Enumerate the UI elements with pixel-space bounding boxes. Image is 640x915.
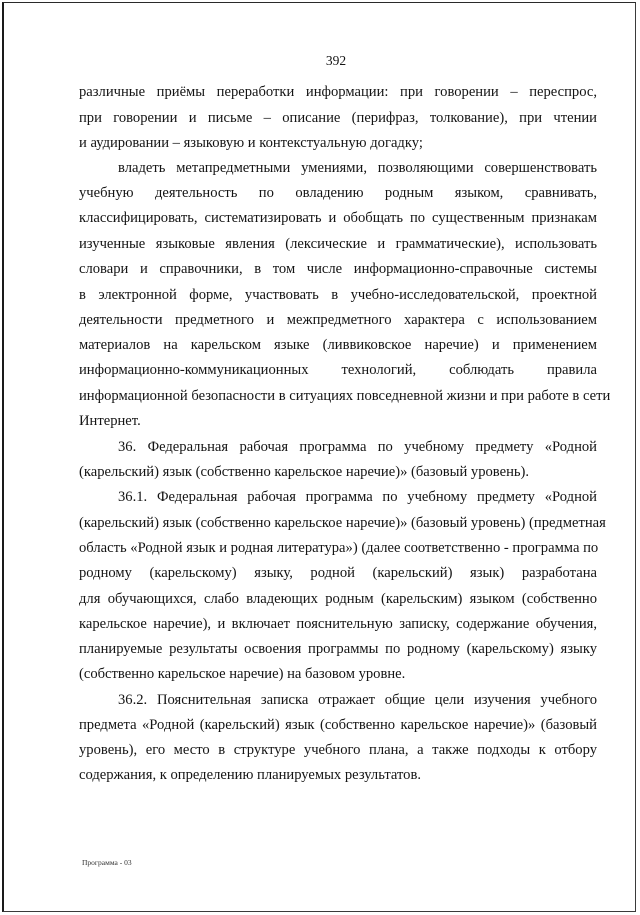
text-line: 36.1. Федеральная рабочая программа по учебному предмету «Родной <box>118 489 597 505</box>
text-line: классифицировать, систематизировать и обобщать по существенным признакам <box>79 210 597 226</box>
footer-label: Программа - 03 <box>82 858 132 867</box>
text-line: 36.2. Пояснительная записка отражает общие цели изучения учебного <box>118 692 597 708</box>
text-line: планируемые результаты освоения программы по родному (карельскому) языку <box>79 641 597 657</box>
page-number: 392 <box>325 53 347 68</box>
text-line: область «Родной язык и родная литература») (далее соответственно - программа по <box>79 540 599 556</box>
text-line: уровень), его место в структуре учебного плана, а также подходы к отбору <box>79 742 597 758</box>
text-line: в электронной форме, участвовать в учебно-исследовательской, проектной <box>79 287 597 303</box>
text-line: словари и справочники, в том числе информационно-справочные системы <box>79 261 597 277</box>
text-line: информационной безопасности в ситуациях повседневной жизни и при работе в сети <box>79 388 611 404</box>
text-line: материалов на карельском языке (ливвиковское наречие) и применением <box>79 337 597 353</box>
text-line: деятельности предметного и межпредметного характера с использованием <box>79 312 597 328</box>
text-line: и аудировании – языковую и контекстуальную догадку; <box>79 135 423 151</box>
text-line: карельское наречие), и включает пояснительную записку, содержание обучения, <box>79 616 597 632</box>
text-line: информационно-коммуникационных технологий, соблюдать правила <box>79 362 597 378</box>
text-line: при говорении и письме – описание (перифраз, толкование), при чтении <box>79 110 597 126</box>
text-line: различные приёмы переработки информации: при говорении – переспрос, <box>79 84 597 100</box>
text-line: учебную деятельность по овладению родным языком, сравнивать, <box>79 185 597 201</box>
text-line: (карельский) язык (собственно карельское наречие)» (базовый уровень) (предметная <box>79 515 606 531</box>
text-line: (собственно карельское наречие) на базовом уровне. <box>79 666 406 682</box>
text-line: родному (карельскому) языку, родной (карельский) язык) разработана <box>79 565 597 581</box>
text-line: содержания, к определению планируемых результатов. <box>79 767 421 783</box>
text-line: 36. Федеральная рабочая программа по учебному предмету «Родной <box>118 439 597 455</box>
text-line: для обучающихся, слабо владеющих родным (карельским) языком (собственно <box>79 591 597 607</box>
text-line: Интернет. <box>79 413 141 429</box>
text-line: владеть метапредметными умениями, позволяющими совершенствовать <box>118 160 597 176</box>
text-line: (карельский) язык (собственно карельское наречие)» (базовый уровень). <box>79 464 530 480</box>
text-line: предмета «Родной (карельский) язык (собственно карельское наречие)» (базовый <box>79 717 597 733</box>
text-line: изученные языковые явления (лексические и грамматические), использовать <box>79 236 597 252</box>
